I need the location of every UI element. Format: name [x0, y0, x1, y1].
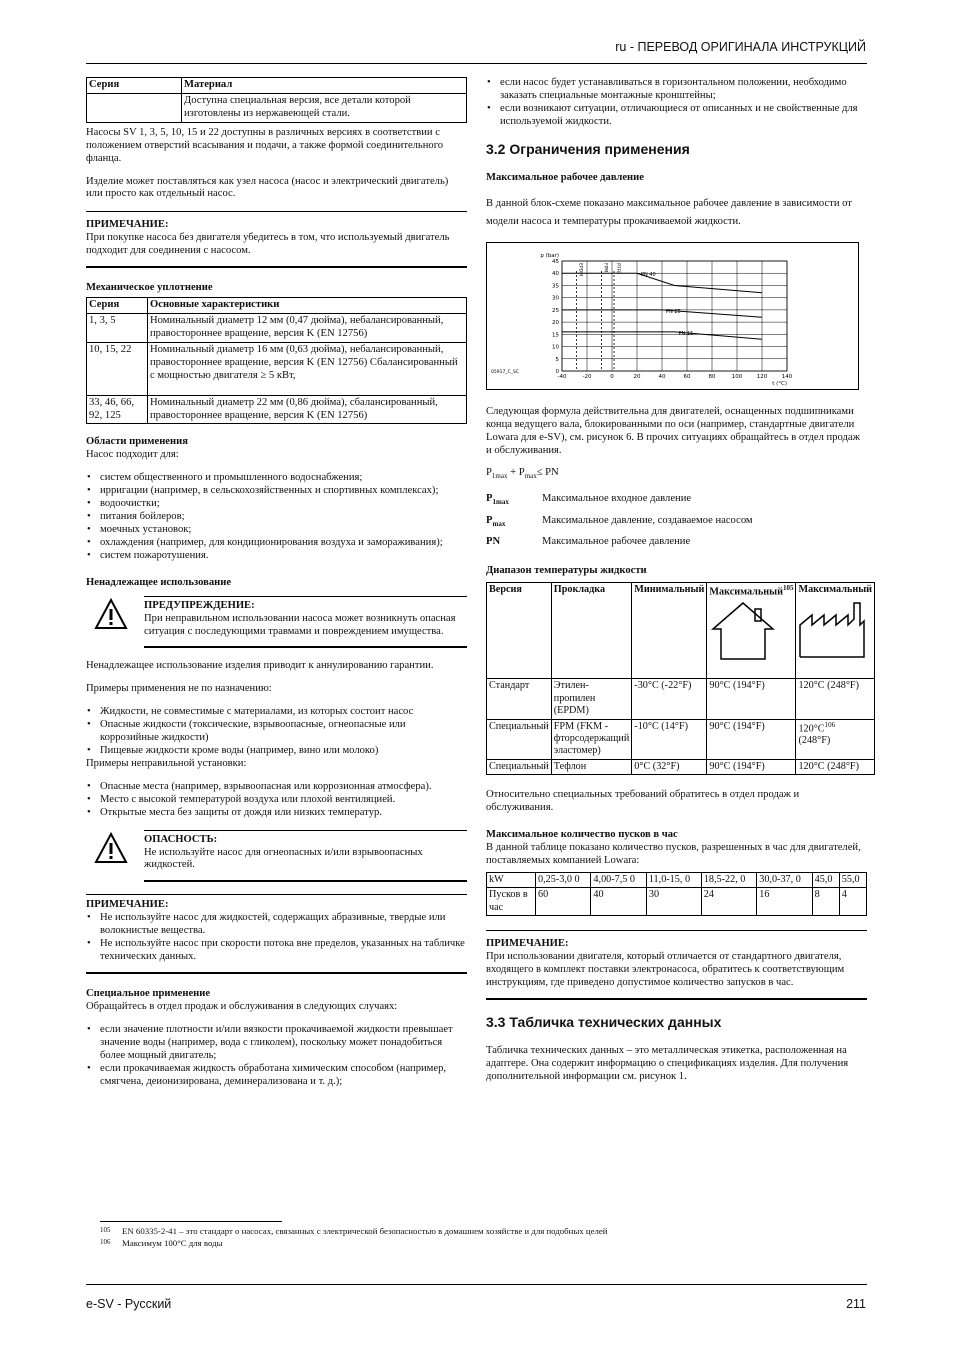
image-code: 05917_C_SC [491, 369, 519, 375]
table-cell [87, 93, 182, 122]
right-column [486, 77, 873, 1094]
footnote: 106 Максимум 100°C для воды [100, 1237, 223, 1248]
table-row: kW 0,25-3,0 0 4,00-7,5 0 11,0-15, 0 18,5-22, 0 30,0-37, 0 45,0 55,0 [487, 872, 867, 887]
note-title: ПРИМЕЧАНИЕ: [86, 219, 169, 231]
list-item: • систем общественного и промышленного водоснабжения; [86, 472, 467, 485]
footer-divider [86, 1284, 867, 1285]
section-subtitle: Механическое уплотнение [86, 282, 213, 294]
table-cell: 33, 46, 66, 92, 125 [87, 395, 148, 424]
table-header: Минимальный [632, 583, 707, 679]
paragraph: В данной таблице показано количество пусков, разрешенных в час для двигателей, поставляемых компанией Lowara: [486, 842, 861, 866]
table-header: Серия [87, 78, 182, 94]
series-label: PN 16 [678, 330, 694, 337]
paragraph: Обращайтесь в отдел продаж и обслуживания в следующих случаях: [86, 1000, 398, 1012]
y-axis-label: p (bar) [540, 252, 559, 259]
paragraph: Насосы SV 1, 3, 5, 10, 15 и 22 доступны в различных версиях в соответствии с положением отверстий всасывания и подачи, а также формой соединительного фланца. [86, 126, 444, 164]
danger-block [86, 830, 467, 883]
definition-row: PN Максимальное рабочее давление [486, 536, 691, 548]
page-number: 211 [846, 1297, 866, 1311]
section-subtitle: Диапазон температуры жидкости [486, 565, 647, 577]
header-divider [86, 63, 867, 64]
x-axis-label: t (°C) [772, 380, 787, 387]
note-text: При использовании двигателя, который отличается от стандартного двигателя, входящего в комплект поставки электронасоса, обратитесь к соответствующим инструкциям, где приведено допустимое количество запусков в час. [486, 951, 845, 988]
section-subtitle: Максимальное рабочее давление [486, 171, 644, 183]
list-item: • Открытые места без защиты от дождя или низких температур. [86, 807, 467, 820]
special-list-continued [486, 77, 867, 129]
y-tick-label: 15 [552, 332, 559, 339]
list-item: • Опасные жидкости (токсические, взрывоопасные, огнеопасные или коррозийные жидкости) [86, 719, 467, 745]
misuse-list [86, 706, 467, 758]
table-cell: Доступна специальная версия, все детали которой изготовлены из нержавеющей стали. [182, 93, 467, 122]
list-item: • Не используйте насос для жидкостей, содержащих абразивные, твердые или волокнистые вещества. [86, 912, 467, 938]
note-box [486, 930, 867, 1000]
table-row [87, 395, 467, 424]
x-tick-label: 80 [708, 373, 716, 380]
warning-triangle-icon [94, 832, 128, 864]
footer-title: e-SV - Русский [86, 1297, 172, 1311]
table-row: Специальный FPM (FKM - фторсодержащий эластомер) -10°C (14°F) 90°C (194°F) $120^\circ C^{106}$ (248°F) [487, 719, 875, 759]
warning-triangle-icon [94, 598, 128, 630]
section-subtitle: Ненадлежащее использование [86, 576, 232, 588]
paragraph: Табличка технических данных – это металлическая этикетка, расположенная на адаптере. Она содержит информацию о спецификациях изделия. Для получения дополнительной информации см. рисунок 1. [486, 1044, 849, 1082]
pressure-chart-svg [487, 243, 858, 389]
table-header: Прокладка [551, 583, 632, 679]
footnote: 105 EN 60335-2-41 – это стандарт о насосах, связанных с электрической безопасностью в домашнем хозяйстве и для подобных целей [100, 1226, 608, 1236]
special-list [86, 1024, 467, 1089]
x-tick-label: -20 [582, 373, 592, 380]
definition-row: $P_{1max}$ Максимальное входное давление [486, 493, 692, 507]
paragraph: Изделие может поставляться как узел насоса (насос и электрический двигатель) или просто как отдельный насос. [86, 175, 449, 200]
list-item: • ирригации (например, в сельскохозяйственных и спортивных комплексах); [86, 485, 467, 498]
note-box [86, 894, 467, 974]
y-tick-label: 0 [555, 368, 559, 375]
y-tick-label: 5 [555, 356, 559, 363]
table-header: Версия [487, 583, 552, 679]
x-tick-label: 60 [683, 373, 691, 380]
y-tick-label: 35 [552, 283, 559, 290]
table-cell: Номинальный диаметр 22 мм (0,86 дюйма), сбалансированный, правостороннее вращение, версия K (EN 12756) [148, 395, 467, 424]
y-tick-label: 10 [552, 344, 559, 351]
x-tick-label: 100 [731, 373, 743, 380]
applications-list [86, 472, 467, 562]
x-tick-label: 140 [781, 373, 793, 380]
y-tick-label: 45 [552, 258, 559, 265]
plot-frame [562, 261, 787, 371]
note-list [86, 912, 467, 964]
table-row [87, 313, 467, 342]
table-header: Максимальный$^{105}$ [707, 583, 796, 679]
formula: $P_{1max} + P_{max}\le$ PN [486, 467, 559, 481]
x-tick-label: 120 [756, 373, 768, 380]
y-tick-label: 25 [552, 307, 559, 314]
warning-title: ПРЕДУПРЕЖДЕНИЕ: [144, 599, 255, 611]
paragraph: Ненадлежащее использование изделия приводит к аннулированию гарантии. [86, 660, 434, 672]
table-header: Основные характеристики [148, 298, 467, 314]
section-subtitle: Максимальное количество пусков в час [486, 829, 678, 841]
table-header: Максимальный [796, 583, 875, 679]
warning-block [86, 596, 467, 649]
x-tick-label: 20 [633, 373, 641, 380]
table-row [87, 342, 467, 395]
limit-label: EPDM [577, 262, 583, 276]
mechanical-seal-table [86, 297, 467, 424]
list-item: • если прокачиваемая жидкость обработана химическим способом (например, смягчена, деионизирована, деминерализована и т. д.); [86, 1063, 467, 1089]
y-tick-label: 40 [552, 270, 559, 277]
house-icon [709, 599, 777, 661]
paragraph: Насос подходит для: [86, 449, 179, 461]
section-subtitle: Области применения [86, 436, 188, 448]
note-box [86, 211, 467, 268]
paragraph: Следующая формула действительна для двигателей, оснащенных подшипниками конца ведущего вала, блокированными по оси (например, стандартные двигатели Lowara для e-SV), см. рисунок 6. В прочих ситуациях обращайтесь в отдел продаж и обслуживания. [486, 405, 860, 456]
temperature-table [486, 582, 875, 775]
y-tick-label: 30 [552, 295, 559, 302]
note-title: ПРИМЕЧАНИЕ: [86, 899, 169, 911]
footnotes [100, 1226, 860, 1250]
series-label: PN 40 [641, 271, 656, 278]
table-header: Серия [87, 298, 148, 314]
footnote-divider [100, 1221, 282, 1222]
installation-list [86, 781, 467, 820]
list-item: • если возникают ситуации, отличающиеся от описанных и не свойственные для используемой жидкости. [486, 103, 867, 129]
x-tick-label: 0 [610, 373, 614, 380]
paragraph: Примеры неправильной установки: [86, 757, 247, 769]
list-item: • моечных установок; [86, 524, 467, 537]
starts-table [486, 872, 867, 916]
list-item: • Опасные места (например, взрывоопасная или коррозионная атмосфера). [86, 781, 467, 794]
table-row: Стандарт Этилен-пропилен (EPDM) -30°C (-22°F) 90°C (194°F) 120°C (248°F) [487, 679, 875, 719]
note-text: При покупке насоса без двигателя убедитесь в том, что используемый двигатель подходит для соединения с насосом. [86, 232, 450, 257]
danger-text: Не используйте насос для огнеопасных и/или взрывоопасных жидкостей. [144, 846, 423, 871]
danger-title: ОПАСНОСТЬ: [144, 833, 218, 845]
list-item: • Не используйте насос при скорости потока вне пределов, указанных на табличке технических данных. [86, 938, 467, 964]
warning-text: При неправильном использовании насоса может возникнуть опасная ситуация с последующими травмами и повреждением имущества. [144, 612, 456, 637]
section-subtitle: Специальное применение [86, 988, 211, 1000]
table-row: Пусков в час 60 40 30 24 16 8 4 [487, 888, 867, 916]
series-label: PN 25 [666, 308, 681, 315]
note-title: ПРИМЕЧАНИЕ: [486, 938, 569, 950]
list-item: • Пищевые жидкости кроме воды (например, вино или молоко) [86, 745, 467, 758]
x-tick-label: 40 [658, 373, 666, 380]
table-cell: 1, 3, 5 [87, 313, 148, 342]
list-item: • Жидкости, не совместимые с материалами, из которых состоит насос [86, 706, 467, 719]
section-heading-3-3: 3.3 Табличка технических данных [486, 1013, 722, 1030]
list-item: • систем пожаротушения. [86, 550, 467, 563]
list-item: • охлаждения (например, для кондиционирования воздуха и замораживания); [86, 537, 467, 550]
list-item: • водоочистки; [86, 498, 467, 511]
list-item: • если значение плотности и/или вязкости прокачиваемой жидкости превышает значение воды (например, вода с гликолем), поскольку может понадобиться более мощный двигатель; [86, 1024, 467, 1063]
limit-label: PTFE [615, 262, 620, 274]
factory-icon [798, 597, 872, 659]
list-item: • если насос будет устанавливаться в горизонтальном положении, необходимо заказать специальные монтажные кронштейны; [486, 77, 867, 103]
x-tick-label: -40 [557, 373, 567, 380]
definition-row: $P_{max}$ Максимальное давление, создаваемое насосом [486, 514, 753, 528]
page-header: ru - ПЕРЕВОД ОРИГИНАЛА ИНСТРУКЦИЙ [615, 40, 866, 54]
list-item: • Место с высокой температурой воздуха или плохой вентиляцией. [86, 794, 467, 807]
table-header: Материал [182, 78, 467, 94]
paragraph: Примеры применения не по назначению: [86, 683, 272, 695]
table-cell: Номинальный диаметр 16 мм (0,63 дюйма), небалансированный, правостороннее вращение, версия K (EN 12756) Сбалансированный с мощностью двигателя ≥ 5 кВт, [148, 342, 467, 395]
paragraph: В данной блок-схеме показано максимальное рабочее давление в зависимости от модели насоса и температуры прокачиваемой жидкости. [486, 197, 852, 228]
list-item: • питания бойлеров; [86, 511, 467, 524]
table-cell: Номинальный диаметр 12 мм (0,47 дюйма), небалансированный, правостороннее вращение, версия K (EN 12756) [148, 313, 467, 342]
left-column [86, 77, 467, 1098]
limit-label: FPM [602, 262, 608, 272]
series-material-table [86, 77, 467, 123]
table-row: Специальный Тефлон 0°C (32°F) 90°C (194°F) 120°C (248°F) [487, 759, 875, 774]
section-heading-3-2: 3.2 Ограничения применения [486, 140, 690, 157]
table-cell: 10, 15, 22 [87, 342, 148, 395]
pressure-chart [486, 242, 859, 390]
y-tick-label: 20 [552, 319, 559, 326]
paragraph: Относительно специальных требований обратитесь в отдел продаж и обслуживания. [486, 789, 800, 814]
